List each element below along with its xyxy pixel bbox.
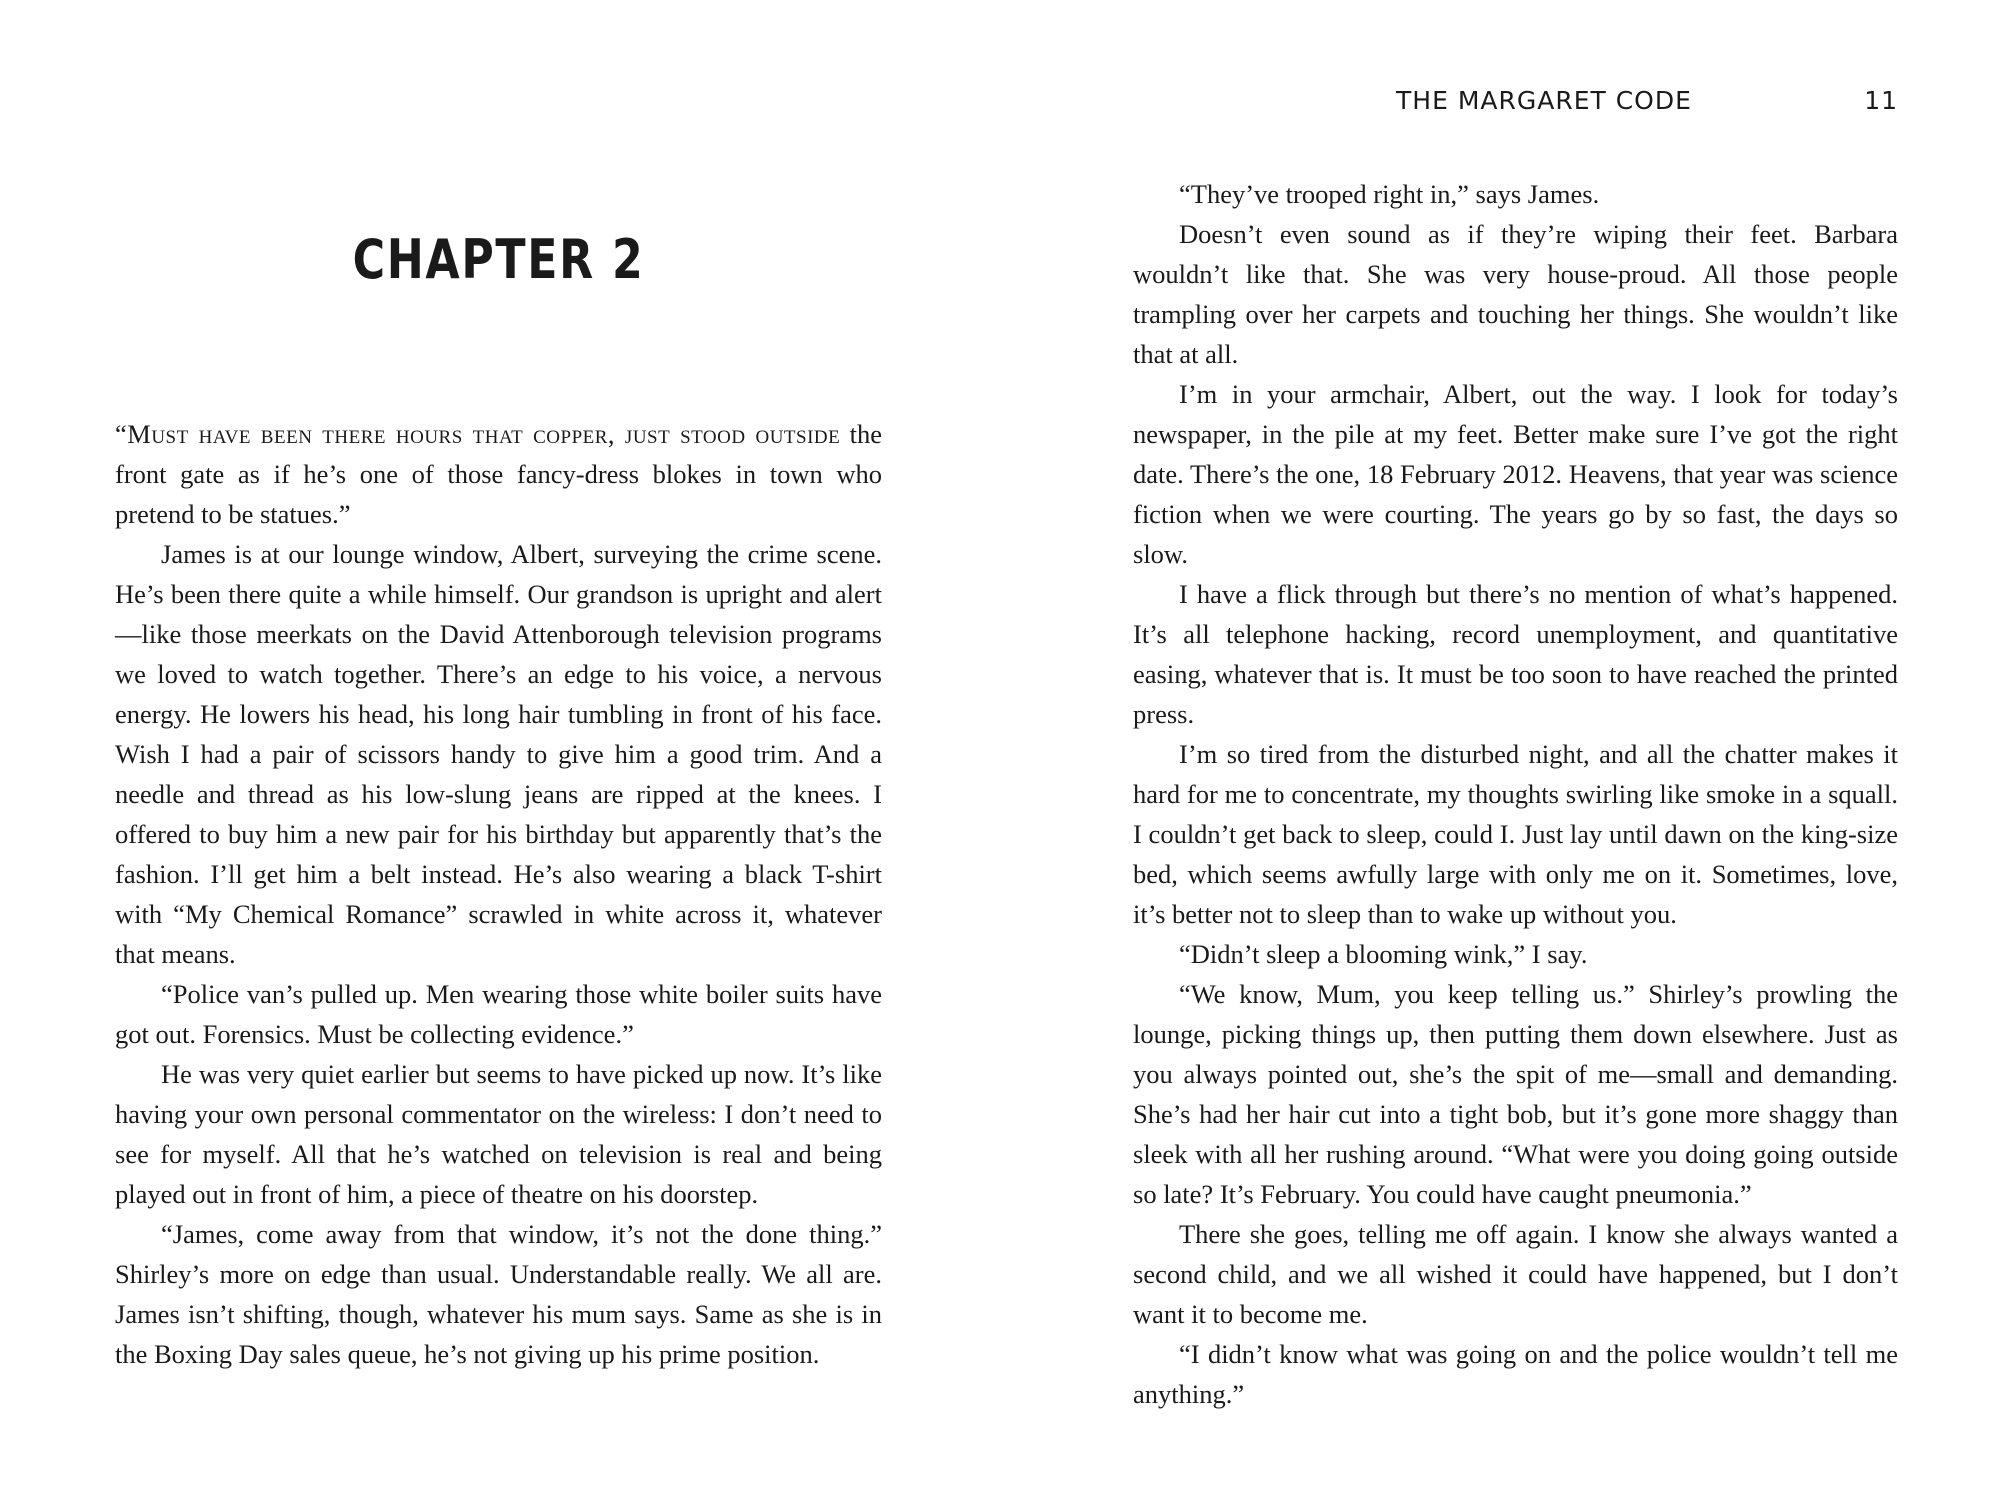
paragraph: “I didn’t know what was going on and the police wouldn’t tell me anything.”: [1133, 1339, 1898, 1409]
opening-rest: the front gate as if he’s one of those fancy-dress blokes in town who pretend to be statues.”: [115, 419, 883, 529]
paragraph: “They’ve trooped right in,” says James.: [1179, 179, 1600, 209]
paragraph: James is at our lounge window, Albert, surveying the crime scene. He’s been there quite a while himself. Our grandson is upright and alert—like those meerkats on the David Attenborough television programs we loved to watch together. There’s an edge to his voice, a nervous energy. He lowers his head, his long hair tumbling in front of his face. Wish I had a pair of scissors handy to give him a good trim. And a needle and thread as his low-slung jeans are ripped at the knees. I offered to buy him a new pair for his birthday but apparently that’s the fashion. I’ll get him a belt instead. He’s also wearing a black T-shirt with “My Chemical Romance” scrawled in white across it, whatever that means.: [115, 539, 882, 969]
opening-paragraph: [115, 414, 882, 534]
paragraph: “We know, Mum, you keep telling us.” Shirley’s prowling the lounge, picking things up, then putting them down elsewhere. Just as you always pointed out, she’s the spit of me—small and demanding. She’s had her hair cut into a tight bob, but it’s gone more shaggy than sleek with all her rushing around. “What were you doing going outside so late? It’s February. You could have caught pneumonia.”: [1133, 979, 1898, 1209]
left-page-body: [115, 414, 882, 1374]
right-page: [1000, 0, 2000, 1500]
paragraph: I’m so tired from the disturbed night, and all the chatter makes it hard for me to concentrate, my thoughts swirling like smoke in a squall. I couldn’t get back to sleep, could I. Just lay until dawn on the king-size bed, which seems awfully large with only me on it. Sometimes, love, it’s better not to sleep than to wake up without you.: [1133, 739, 1898, 929]
chapter-heading: CHAPTER 2: [352, 228, 645, 291]
paragraph: “Didn’t sleep a blooming wink,” I say.: [1179, 939, 1588, 969]
paragraph: Doesn’t even sound as if they’re wiping their feet. Barbara wouldn’t like that. She was very house-proud. All those people trampling over her carpets and touching her things. She wouldn’t like that at all.: [1133, 219, 1898, 369]
paragraph: “James, come away from that window, it’s not the done thing.” Shirley’s more on edge than usual. Understandable really. We all are. James isn’t shifting, though, whatever his mum says. Same as she is in the Boxing Day sales queue, he’s not giving up his prime position.: [115, 1219, 882, 1369]
right-page-body: [1133, 174, 1898, 1414]
paragraph: He was very quiet earlier but seems to have picked up now. It’s like having your own personal commentator on the wireless: I don’t need to see for myself. All that he’s watched on television is real and being played out in front of him, a piece of theatre on his doorstep.: [115, 1059, 882, 1209]
running-title: THE MARGARET CODE: [1396, 86, 1692, 115]
paragraph: I have a flick through but there’s no mention of what’s happened. It’s all telephone hacking, record unemployment, and quantitative easing, whatever that is. It must be too soon to have reached the printed press.: [1133, 579, 1898, 729]
paragraph: I’m in your armchair, Albert, out the way. I look for today’s newspaper, in the pile at my feet. Better make sure I’ve got the right date. There’s the one, 18 February 2012. Heavens, that year was science fiction when we were courting. The years go by so fast, the days so slow.: [1133, 379, 1898, 569]
paragraph: “Police van’s pulled up. Men wearing those white boiler suits have got out. Forensics. Must be collecting evidence.”: [115, 979, 882, 1049]
paragraph: There she goes, telling me off again. I know she always wanted a second child, and we all wished it could have happened, but I don’t want it to become me.: [1133, 1219, 1898, 1329]
page-number: 11: [1864, 86, 1898, 115]
running-header: [1133, 86, 1898, 126]
opening-smallcaps: “Must have been there hours that copper, just stood outside: [115, 419, 841, 449]
